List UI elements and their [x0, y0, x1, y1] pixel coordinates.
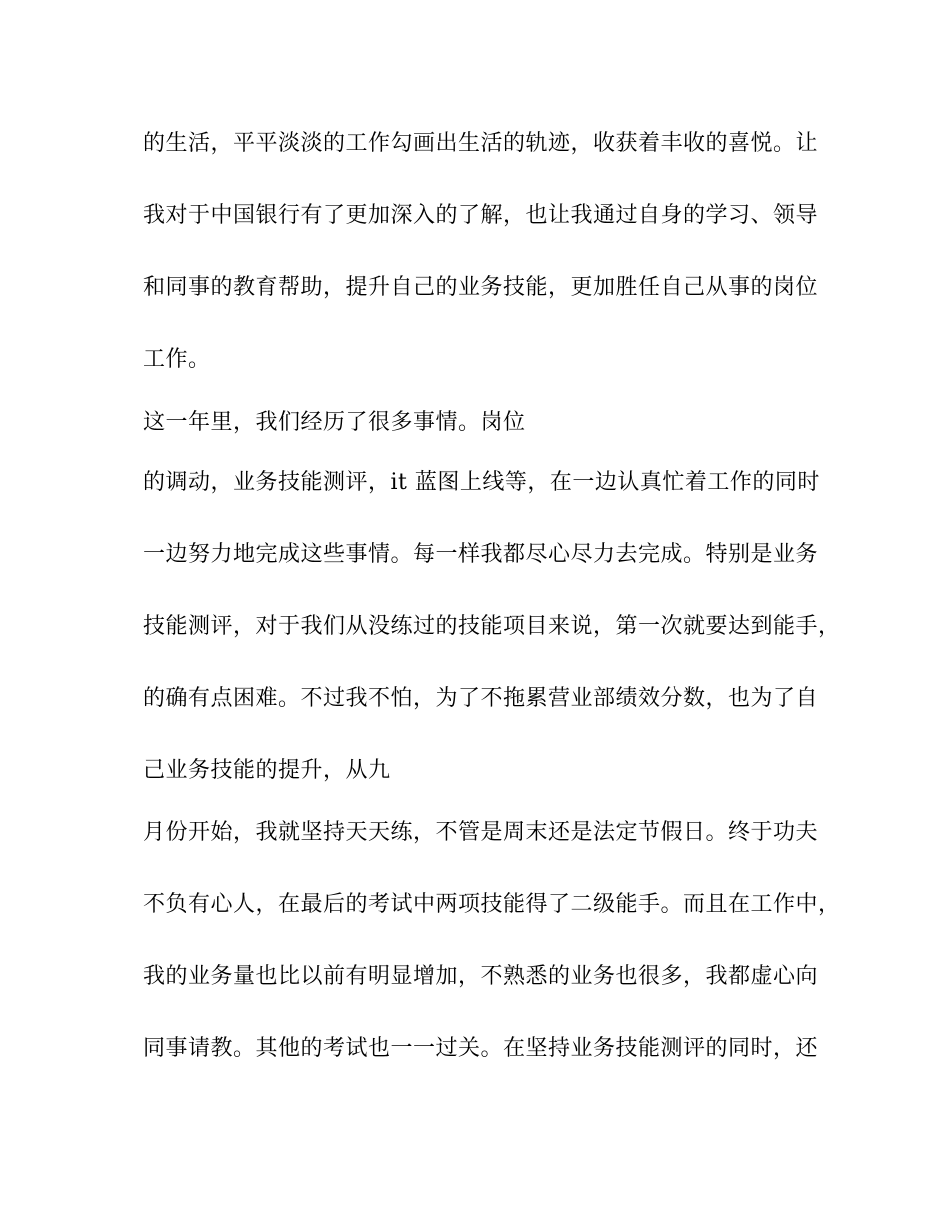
text-line: 工作。: [143, 347, 211, 372]
text-line: 的生活，平平淡淡的工作勾画出生活的轨迹，收获着丰收的喜悦。让: [143, 131, 819, 156]
text-line: 技能测评，对于我们从没练过的技能项目来说，第一次就要达到能手，: [143, 614, 841, 639]
text-line: 同事请教。其他的考试也一一过关。在坚持业务技能测评的同时，还: [143, 1036, 819, 1061]
text-line: 己业务技能的提升，从九: [143, 758, 391, 783]
text-line: 的确有点困难。不过我不怕，为了不拖累营业部绩效分数，也为了自: [143, 686, 819, 711]
text-line: 月份开始，我就坚持天天练，不管是周末还是法定节假日。终于功夫: [143, 820, 819, 845]
text-line: 一边努力地完成这些事情。每一样我都尽心尽力去完成。特别是业务: [143, 542, 819, 567]
text-line: 我的业务量也比以前有明显增加，不熟悉的业务也很多，我都虚心向: [143, 964, 819, 989]
text-line: 这一年里，我们经历了很多事情。岗位: [143, 410, 526, 435]
text-line: 和同事的教育帮助，提升自己的业务技能，更加胜任自己从事的岗位: [143, 275, 819, 300]
text-line: 我对于中国银行有了更加深入的了解，也让我通过自身的学习、领导: [143, 203, 819, 228]
text-line: 不负有心人，在最后的考试中两项技能得了二级能手。而且在工作中，: [143, 892, 841, 917]
text-line: 的调动，业务技能测评，it 蓝图上线等，在一边认真忙着工作的同时: [143, 470, 820, 495]
